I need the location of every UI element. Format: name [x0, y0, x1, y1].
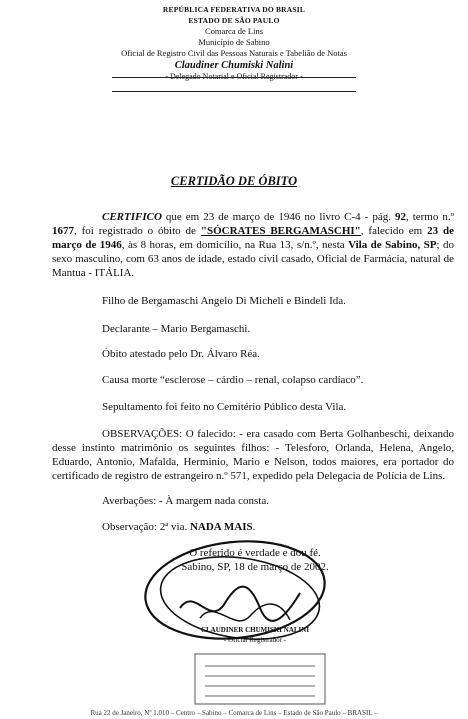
certifico-word: CERTIFICO: [102, 211, 162, 223]
deceased-name: "SÓCRATES BERGAMASCHI": [200, 225, 361, 237]
header-registrar-name: Claudiner Chumiski Nalini: [174, 60, 294, 71]
nada-mais: NADA MAIS: [189, 521, 253, 533]
notary-stamp-icon: [180, 650, 350, 710]
cause-of-death-line: Causa morte “esclerose – cárdio – renal, colapso cardíaco”.: [102, 374, 364, 386]
death-date: 23 de março de 1946: [52, 225, 454, 251]
letterhead: [0, 4, 468, 82]
certifico-paragraph: CERTIFICO que em 23 de março de 1946 no livro C-4 - pág. 92, termo n.º 1677, foi registrado o óbito de "SÓCRATES BERGAMASCHI", falecido em 23 de março de 1946, às 8 horas, em domicílio, na Rua 13, s/n.º, nesta Vila de Sabino, SP; do sexo masculino, com 63 anos de idade, estado civil casado, Oficial de Farmácia, natural de Mantua - ITÁLIA.: [52, 211, 455, 279]
attestation-line: Óbito atestado pelo Dr. Álvaro Réa.: [102, 348, 260, 360]
header-republic: REPÚBLICA FEDERATIVA DO BRASIL: [162, 5, 306, 14]
header-oficial: Oficial de Registro Civil das Pessoas Naturais e Tabelião de Notas: [121, 48, 347, 58]
header-rule-bottom: [112, 91, 356, 92]
signer-role: - Oficial Registrador -: [223, 636, 286, 644]
signature-block: [140, 538, 340, 708]
annotations-line: Averbações: - À margem nada consta.: [102, 495, 269, 507]
signer-name: CLAUDINER CHUMISKI NALINI: [200, 626, 310, 634]
header-municipio: Município de Sabino: [198, 37, 270, 47]
header-comarca: Comarca de Lins: [204, 26, 264, 36]
observations-paragraph: OBSERVAÇÕES: O falecido: - era casado com Berta Golhanbeschi, deixando desse instinto matrimônio os seguintes filhos: - Telesforo, Orlanda, Helena, Angelo, Eduardo, Antonio, Mafalda, Herminio, Mario e Nelson, todos maiores, era portador do certificado de registro de estrangeiro n.º 571, expedido pela Delegacia de Polícia de Lins.: [52, 428, 454, 482]
death-place: Vila de Sabino, SP: [348, 239, 437, 251]
note-line: Observação: 2ª via. NADA MAIS.: [102, 521, 256, 533]
header-registrar-role: - Delegado Notarial e Oficial Registrador -: [165, 72, 303, 81]
burial-line: Sepultamento foi feito no Cemitério Público desta Vila.: [102, 401, 347, 413]
page-number: 92: [394, 211, 406, 223]
address-footer: Rua 22 de Janeiro, Nº 1.010 – Centro – Sabino – Comarca de Lins – Estado de São Paulo – BRASIL –: [90, 709, 378, 717]
header-rule-top: [112, 77, 356, 78]
declarant-line: Declarante – Mario Bergamaschi.: [102, 323, 251, 335]
document-title: CERTIDÃO DE ÓBITO: [170, 174, 298, 188]
term-number: 1677: [52, 225, 74, 237]
header-state: ESTADO DE SÃO PAULO: [188, 16, 280, 25]
filiation-line: Filho de Bergamaschi Angelo Di Micheli e Bindeli Ida.: [102, 295, 346, 307]
closing-place-date: Sabino, SP, 18 de março de 2002.: [181, 561, 329, 573]
closing-statement: O referido é verdade e dou fé.: [189, 547, 321, 559]
